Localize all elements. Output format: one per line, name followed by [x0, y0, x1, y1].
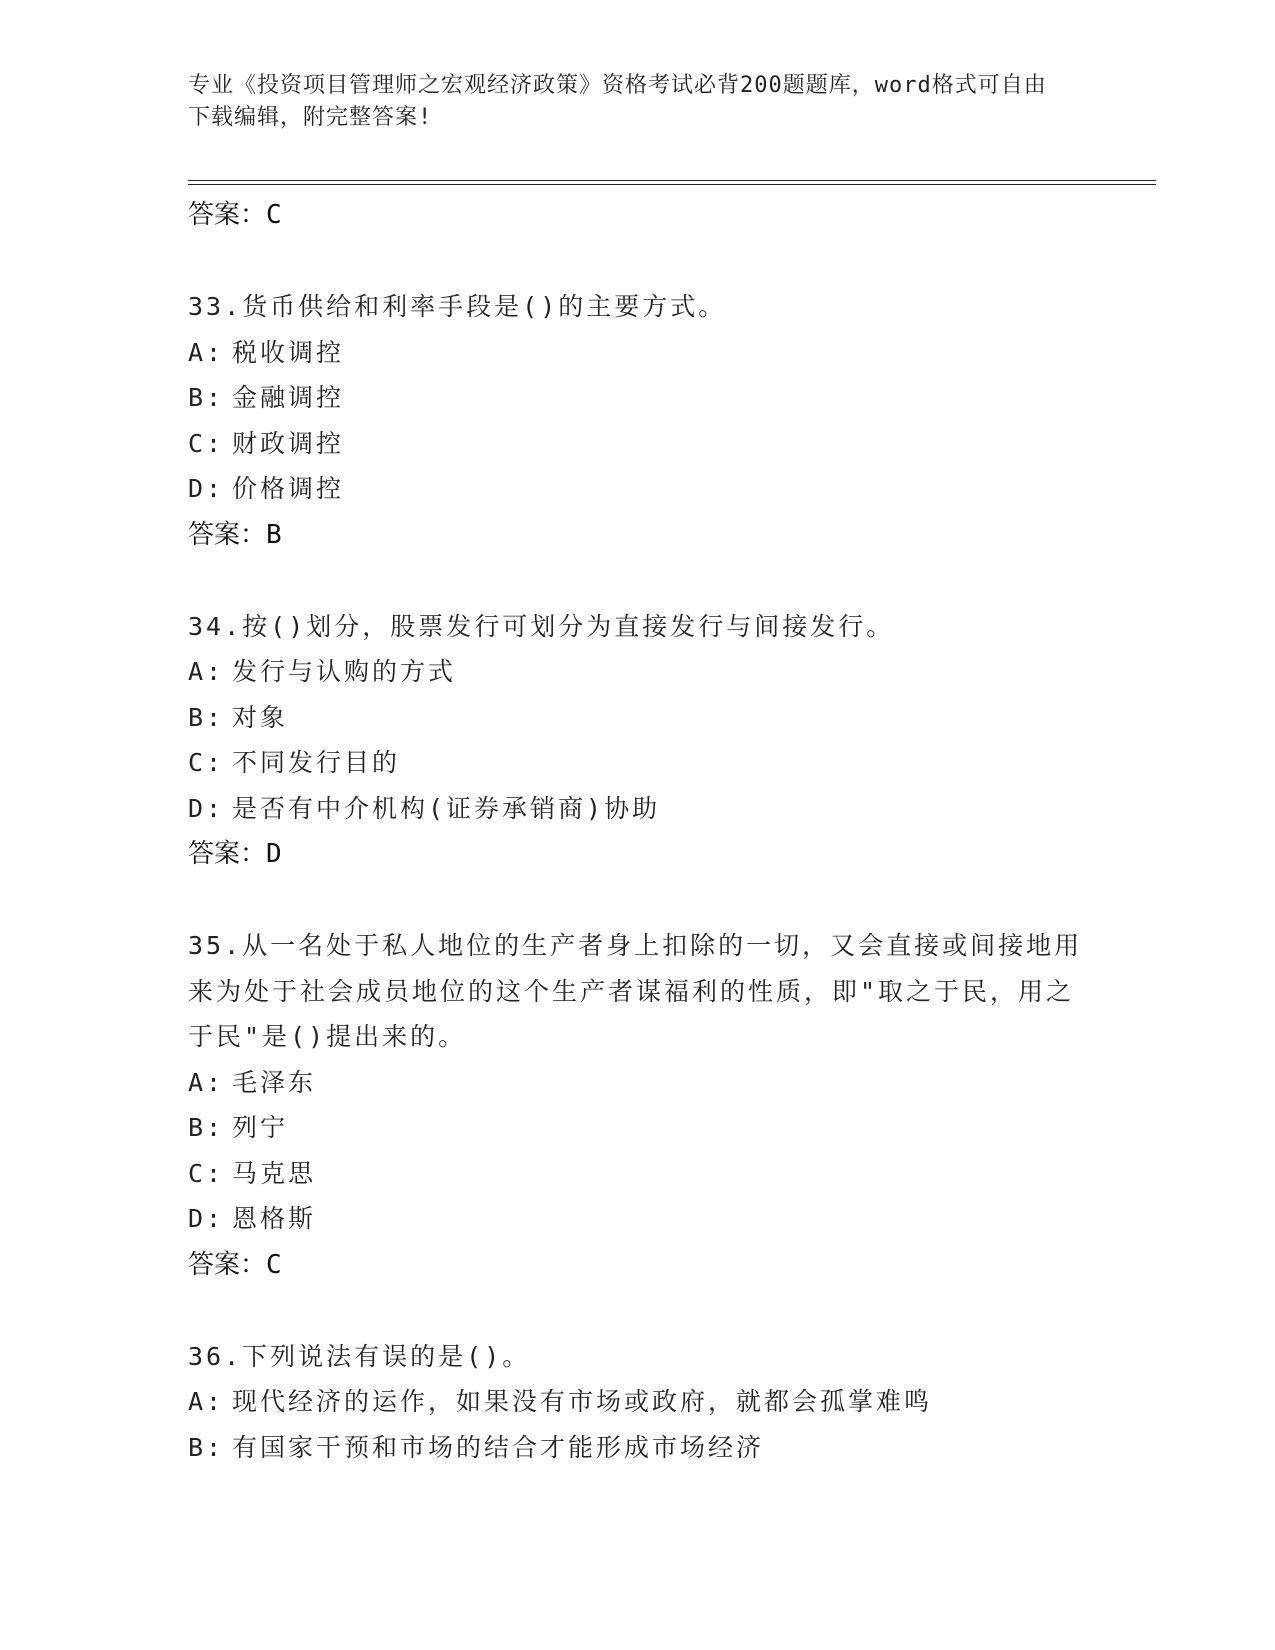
question-answer [188, 1242, 1148, 1288]
option-key: B: [188, 1432, 225, 1462]
question-36 [188, 1334, 1148, 1471]
option-d [188, 466, 1148, 512]
option-c [188, 740, 1148, 786]
question-answer [188, 512, 1148, 558]
answer-value: D [266, 839, 282, 869]
option-text: 有国家干预和市场的结合才能形成市场经济 [232, 1432, 765, 1462]
answer-label: 答案： [188, 200, 267, 230]
option-b [188, 375, 1148, 421]
option-text: 发行与认购的方式 [232, 657, 457, 686]
option-d [188, 1196, 1148, 1242]
option-key: B: [188, 1113, 225, 1142]
question-stem: 36.下列说法有误的是()。 [188, 1341, 531, 1371]
option-a [188, 1379, 1148, 1425]
paragraph-spacer [188, 1288, 1148, 1334]
paragraph-spacer [188, 238, 1148, 284]
header-divider-line-secondary [188, 184, 1156, 185]
option-a [188, 330, 1148, 376]
question-34 [188, 604, 1148, 878]
option-c [188, 421, 1148, 467]
option-text: 现代经济的运作，如果没有市场或政府，就都会孤掌难鸣 [232, 1387, 933, 1416]
option-text: 马克思 [232, 1158, 317, 1188]
option-text: 列宁 [232, 1113, 289, 1142]
option-a [188, 1060, 1148, 1106]
option-text: 对象 [232, 702, 289, 732]
option-key: C: [188, 428, 225, 458]
option-b [188, 1105, 1148, 1151]
question-stem: 34.按()划分，股票发行可划分为直接发行与间接发行。 [188, 611, 895, 641]
option-key: C: [188, 1158, 225, 1188]
question-list [188, 192, 1148, 1470]
option-key: D: [188, 474, 225, 503]
option-text: 恩格斯 [232, 1204, 317, 1233]
option-key: A: [188, 657, 225, 686]
question-answer [188, 831, 1148, 877]
option-text: 金融调控 [232, 383, 345, 412]
option-text: 财政调控 [232, 428, 345, 458]
previous-answer [188, 192, 1148, 238]
question-stem: 35.从一名处于私人地位的生产者身上扣除的一切，又会直接或间接地用来为处于社会成员地位的这个生产者谋福利的性质，即"取之于民，用之于民"是()提出来的。 [188, 931, 1083, 1051]
option-key: D: [188, 793, 225, 823]
option-b [188, 695, 1148, 741]
option-text: 毛泽东 [232, 1067, 317, 1097]
question-33 [188, 284, 1148, 558]
answer-label: 答案： [188, 519, 267, 550]
question-stem: 33.货币供给和利率手段是()的主要方式。 [188, 292, 727, 321]
option-key: A: [188, 1387, 225, 1416]
option-a [188, 649, 1148, 695]
option-key: B: [188, 702, 225, 732]
option-text: 税收调控 [232, 337, 345, 367]
option-text: 是否有中介机构(证券承销商)协助 [232, 793, 661, 823]
option-text: 不同发行目的 [232, 748, 401, 777]
answer-value: C [266, 200, 282, 230]
paragraph-spacer [188, 558, 1148, 604]
answer-label: 答案： [188, 839, 267, 869]
paragraph-spacer [188, 877, 1148, 923]
answer-value: C [266, 1249, 282, 1280]
option-key: B: [188, 383, 225, 412]
question-35 [188, 923, 1148, 1288]
option-b [188, 1425, 1148, 1471]
header-divider-line [188, 180, 1156, 181]
option-key: D: [188, 1204, 225, 1233]
header-note: 专业《投资项目管理师之宏观经济政策》资格考试必背200题题库，word格式可自由下载编辑，附完整答案! [188, 73, 1047, 130]
answer-value: B [266, 519, 282, 550]
option-key: A: [188, 1067, 225, 1097]
option-d [188, 786, 1148, 832]
option-c [188, 1151, 1148, 1197]
option-text: 价格调控 [232, 474, 345, 503]
option-key: A: [188, 337, 225, 367]
option-key: C: [188, 748, 225, 777]
answer-label: 答案： [188, 1249, 267, 1280]
